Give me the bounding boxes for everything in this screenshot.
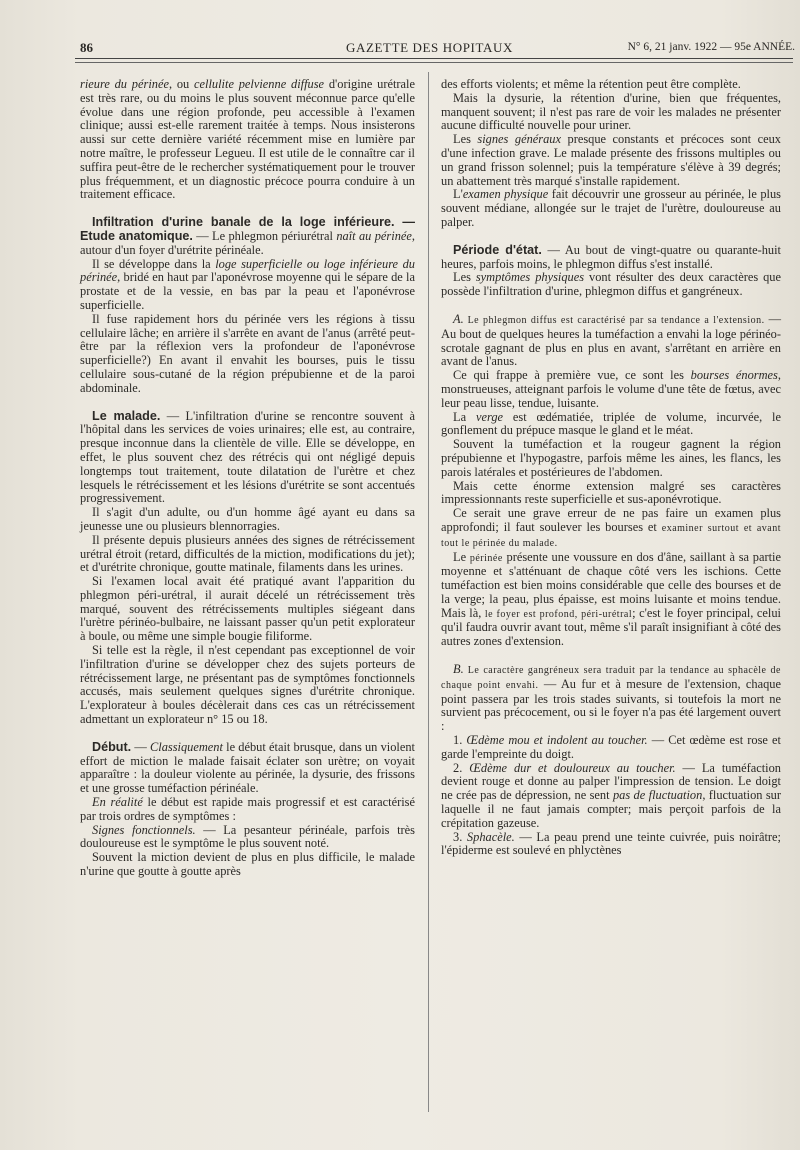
paragraph: Souvent la tuméfaction et la rougeur gagnent la région prépubienne et l'hypogastre, parfois même les aines, les flancs, les parois latérales et postérieures de l'abdomen. (441, 437, 781, 479)
issue-info: N° 6, 21 janv. 1922 — 95e ANNÉE. (627, 41, 795, 53)
subsection-paragraph: A. Le phlegmon diffus est caractérisé par sa tendance a l'extension. — Au bout de quelques heures la tuméfaction a envahi la loge périnéo-scrotale gagnant de plus en plus en avant, s'arrêtant en arrière en avant de l'anus. (441, 311, 781, 369)
section-paragraph: Période d'état. — Au bout de vingt-quatre ou quarante-huit heures, parfois moins, le phlegmon diffus s'est installé. (441, 242, 781, 271)
paragraph: Signes fonctionnels. — La pesanteur périnéale, parfois très douloureuse est le symptôme le plus souvent noté. (80, 822, 415, 851)
paragraph: Si l'examen local avait été pratiqué avant l'apparition du phlegmon péri-urétral, il aurait décelé un rétrécissement très marqué, souvent des rétrécissements multiples siégeant dans l'urètre périnéo-bulbaire, ne laissant passer qu'un petit explorateur à boule, ou même une simple bougie filiforme. (80, 574, 415, 644)
running-header (70, 38, 795, 58)
left-column (80, 78, 415, 879)
subsection-heading: Le phlegmon diffus est caractérisé par sa tendance a l'extension. (463, 314, 765, 326)
subsection-heading: Le caractère gangréneux sera traduit par la tendance au sphacèle de chaque point envahi. (441, 665, 781, 691)
column-divider (428, 72, 429, 1112)
paragraph: Il s'agit d'un adulte, ou d'un homme âgé ayant eu dans sa jeunesse une ou plusieurs blennorragies. (80, 505, 415, 533)
page-number: 86 (80, 40, 93, 55)
paragraph: En réalité le début est rapide mais progressif et est caractérisé par trois ordres de symptômes : (80, 795, 415, 823)
list-item: 3. Sphacèle. — La peau prend une teinte cuivrée, puis noirâtre; l'épiderme est soulevé en phlyctènes (441, 829, 781, 858)
paragraph: Mais la dysurie, la rétention d'urine, bien que fréquentes, manquent souvent; il n'est pas rare de voir les malades ne présenter aucune difficulté nouvelle pour uriner. (441, 90, 781, 133)
section-paragraph: Le malade. — L'infiltration d'urine se rencontre souvent à l'hôpital dans les services de voies urinaires; elle est, au contraire, presque inconnue dans la clientèle de ville. Elle se développe, en effet, le plus souvent chez des rétrécis qui ont négligé depuis longtemps tout traitement, toute dilatation de l'urètre et chez lesquels le rétrécissement et les lésions d'urétrite se sont accentués progressivement. (80, 408, 415, 506)
right-column (441, 78, 781, 858)
paragraph: Ce qui frappe à première vue, ce sont les bourses énormes, monstrueuses, atteignant parfois le volume d'une tête de fœtus, avec leur peau lisse, tendue, luisante. (441, 368, 781, 410)
paragraph: Mais cette énorme extension malgré ses caractères impressionnants reste superficielle et sus-aponévrotique. (441, 478, 781, 507)
paragraph: Ce serait une grave erreur de ne pas faire un examen plus approfondi; il faut soulever les bourses et examiner surtout et avant tout le périnée du malade. (441, 506, 781, 549)
paragraph: rieure du périnée, ou cellulite pelvienne diffuse d'origine urétrale est très rare, ou du moins le plus souvent méconnue parce qu'elle évolue dans une région profonde, peu accessible à l'examen clinique; aussi est-elle rarement traitée à temps. Nous insisterons aussi sur cette dernière variété récemment mise en lumière par notre maître, le professeur Legueu. Il est utile de le connaître car il suffira peut-être de le rechercher systématiquement pour le trouver plus fréquemment, et un diagnostic précoce pourra conduire à un traitement efficace. (80, 77, 415, 202)
paragraph: Le périnée présente une voussure en dos d'âne, saillant à sa partie moyenne et s'atténuant de chaque côté vers les ischions. Cette tuméfaction est bien moins considérable que celle des bourses et de la verge; la peau, plus épaisse, est moins luisante et moins tendue. Mais là, le foyer est profond, péri-urétral; c'est le foyer principal, celui qu'il faudra ouvrir avant tout, même s'il paraît insignifiant à côté des autres zones d'extension. (441, 549, 781, 649)
paragraph: Si telle est la règle, il n'est cependant pas exceptionnel de voir l'infiltration d'urine se développer chez des sujets porteurs de rétrécissement large, ne présentant pas de symptômes fonctionnels accusés, mais seulement quelques signes d'urétrite chronique. L'explorateur à boules décèlerait dans ces cas un rétrécissement admettant un explorateur n° 15 ou 18. (80, 643, 415, 727)
paragraph: des efforts violents; et même la rétention peut être complète. (441, 77, 741, 91)
paragraph: Les symptômes physiques vont résulter des deux caractères que possède l'infiltration d'urine, phlegmon diffus et gangréneux. (441, 270, 781, 299)
subsection-paragraph: B. Le caractère gangréneux sera traduit par la tendance au sphacèle de chaque point envahi. — Au fur et à mesure de l'extension, chaque point passera par les trois stades suivants, si toutefois la mort ne survient pas précocement, ou si le foyer n'a pas été largement ouvert : (441, 662, 781, 734)
paragraph: Il se développe dans la loge superficielle ou loge inférieure du périnée, bridé en haut par l'aponévrose moyenne qui le sépare de la prostate et de la vessie, en bas par la peau et l'aponévrose superficielle. (80, 256, 415, 312)
list-item: 2. Œdème dur et douloureux au toucher. — La tuméfaction devient rouge et donne au palper l'impression de tension. Le doigt ne crée pas de dépression, ne sent pas de fluctuation, fluctuation sur laquelle il ne faut jamais compter; mais perçoit parfois de la crépitation gazeuse. (441, 760, 782, 830)
paragraph: Il présente depuis plusieurs années des signes de rétrécissement urétral étroit (retard, difficultés de la miction, modifications du jet); et d'urétrite chronique, goutte matinale, filaments dans les urines. (80, 532, 415, 575)
paragraph: Les signes généraux presque constants et précoces sont ceux d'une infection grave. Le malade présente des frissons multiples ou un grand frisson solennel; puis la température s'élève à 39 degrés; un abattement très marqué s'installe rapidement. (441, 132, 781, 188)
list-item: 1. Œdème mou et indolent au toucher. — Cet œdème est rose et garde l'empreinte du doigt. (441, 733, 781, 761)
paragraph: Il fuse rapidement hors du périnée vers les régions à tissu cellulaire lâche; en arrière il s'arrête en avant de l'anus (arrêté peut-être par la réflexion vers la profondeur de l'aponévrose superficielle?) En avant il envahit les bourses, puis le tissu cellulaire sous-cutané de la région prépubienne et de la paroi abdominale. (80, 311, 415, 395)
section-paragraph: Début. — Classiquement le début était brusque, dans un violent effort de miction le malade faisait éclater son urètre; on voyait apparaître : la douleur violente au périnée, la dysurie, des frissons et une grosse tuméfaction périnéale. (80, 739, 415, 796)
section-heading: Début. (92, 739, 132, 754)
header-rule (75, 58, 793, 59)
paragraph: L'examen physique fait découvrir une grosseur au périnée, le plus souvent médiane, allongée sur le trajet de l'urètre, douloureuse au palper. (441, 187, 781, 229)
paragraph: Souvent la miction devient de plus en plus difficile, le malade n'urine que goutte à goutte après (80, 850, 415, 879)
section-heading: Infiltration d'urine banale de la loge inférieure. — Etude anatomique. (80, 215, 415, 243)
header-rule-thin (75, 62, 793, 63)
paragraph: La verge est œdématiée, triplée de volume, incurvée, le gonflement du prépuce masque le gland et le méat. (441, 409, 781, 438)
section-heading: Le malade. (92, 408, 161, 423)
section-heading: Période d'état. (453, 242, 542, 257)
journal-title: GAZETTE DES HOPITAUX (346, 40, 513, 55)
section-paragraph: Infiltration d'urine banale de la loge inférieure. — Etude anatomique. — Le phlegmon périurétral naît au périnée, autour d'un foyer d'urétrite périnéale. (80, 215, 415, 257)
